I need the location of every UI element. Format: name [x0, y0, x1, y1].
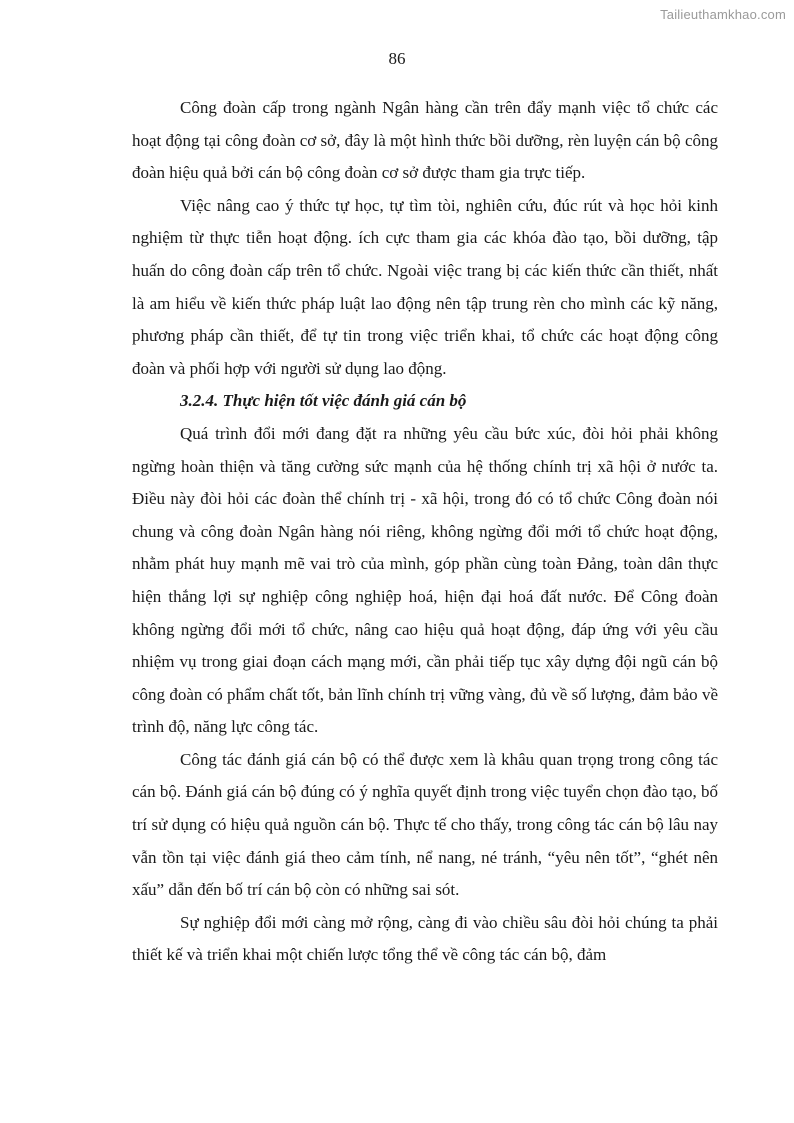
paragraph: Công đoàn cấp trong ngành Ngân hàng cần trên đẩy mạnh việc tổ chức các hoạt động tại công đoàn cơ sở, đây là một hình thức bồi dưỡng, rèn luyện cán bộ công đoàn hiệu quả bởi cán bộ công đoàn cơ sở được tham gia trực tiếp. — [132, 98, 718, 183]
paragraph: Sự nghiệp đổi mới càng mở rộng, càng đi vào chiều sâu đòi hỏi chúng ta phải thiết kế và triển khai một chiến lược tổng thể về công tác cán bộ, đảm — [132, 912, 718, 965]
page-number: 86 — [388, 49, 406, 68]
watermark: Tailieuthamkhao.com — [660, 7, 786, 22]
paragraph: Công tác đánh giá cán bộ có thể được xem là khâu quan trọng trong công tác cán bộ. Đánh giá cán bộ đúng có ý nghĩa quyết định trong việc tuyển chọn đào tạo, bố trí sử dụng có hiệu quả nguồn cán bộ. Thực tế cho thấy, trong công tác cán bộ lâu nay vẫn tồn tại việc đánh giá theo cảm tính, nể nang, né tránh, “yêu nên tốt”, “ghét nên xấu” dẫn đến bố trí cán bộ còn có những sai sót. — [132, 749, 718, 900]
section-heading: 3.2.4. Thực hiện tốt việc đánh giá cán bộ — [180, 391, 467, 411]
paragraph: Việc nâng cao ý thức tự học, tự tìm tòi, nghiên cứu, đúc rút và học hỏi kinh nghiệm từ thực tiễn hoạt động. ích cực tham gia các khóa đào tạo, bồi dưỡng, tập huấn do công đoàn cấp trên tổ chức. Ngoài việc trang bị các kiến thức cần thiết, nhất là am hiểu về kiến thức pháp luật lao động nên tập trung rèn cho mình các kỹ năng, phương pháp cần thiết, để tự tin trong việc triển khai, tổ chức các hoạt động công đoàn và phối hợp với người sử dụng lao động. — [132, 195, 718, 378]
document-body — [132, 92, 718, 972]
paragraph: Quá trình đổi mới đang đặt ra những yêu cầu bức xúc, đòi hỏi phải không ngừng hoàn thiện và tăng cường sức mạnh của hệ thống chính trị xã hội ở nước ta. Điều này đòi hỏi các đoàn thể chính trị - xã hội, trong đó có tổ chức Công đoàn nói chung và công đoàn Ngân hàng nói riêng, không ngừng đổi mới tổ chức hoạt động, nhằm phát huy mạnh mẽ vai trò của mình, góp phần cùng toàn Đảng, toàn dân thực hiện thắng lợi sự nghiệp công nghiệp hoá, hiện đại hoá đất nước. Để Công đoàn không ngừng đổi mới tổ chức, nâng cao hiệu quả hoạt động, đáp ứng với yêu cầu nhiệm vụ trong giai đoạn cách mạng mới, cần phải tiếp tục xây dựng đội ngũ cán bộ công đoàn có phẩm chất tốt, bản lĩnh chính trị vững vàng, đủ về số lượng, đảm bảo về trình độ, năng lực công tác. — [132, 423, 718, 737]
